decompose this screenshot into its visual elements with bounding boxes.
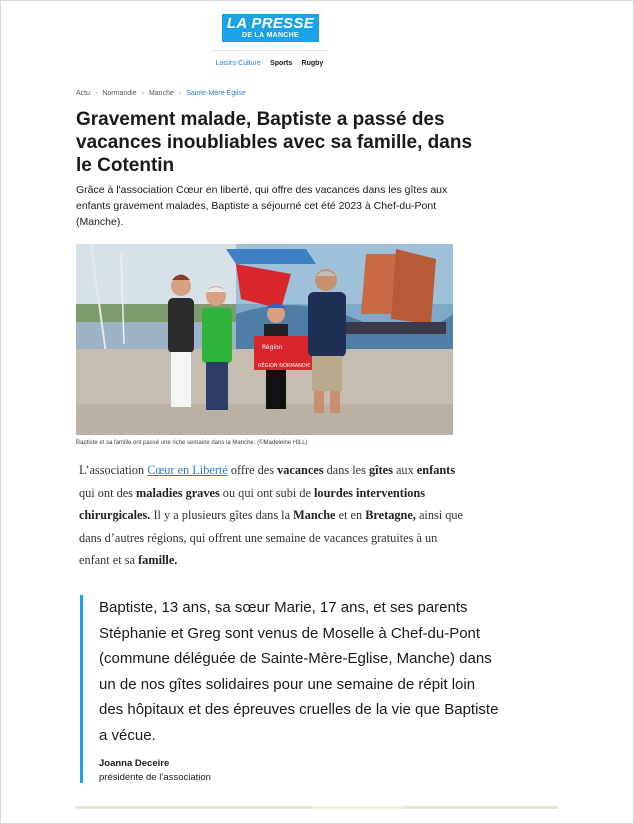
logo-line-1: LA PRESSE	[226, 15, 315, 32]
chevron-right-icon: ›	[141, 90, 144, 97]
photo-illustration	[76, 244, 453, 435]
body-bold: gîtes	[368, 463, 393, 477]
quote-author: Joanna Deceire	[99, 758, 170, 769]
article-quote	[80, 595, 500, 783]
body-text: ainsi que dans d’autres régions, qui offrent une semaine de vacances gratuites à un enfant et sa	[79, 508, 464, 567]
article-body-paragraph	[79, 459, 464, 572]
body-bold: Bretagne,	[365, 508, 416, 522]
section-divider-segment	[312, 806, 402, 809]
breadcrumb-item-sainte-mere-eglise[interactable]: Sainte-Mère-Église	[186, 90, 246, 97]
link-coeur-en-liberte[interactable]: Cœur en Liberté	[147, 463, 228, 477]
body-bold: famille.	[138, 553, 178, 567]
body-bold: vacances	[277, 463, 324, 477]
breadcrumb	[76, 90, 246, 97]
quote-text: Baptiste, 13 ans, sa sœur Marie, 17 ans, et ses parents Stéphanie et Greg sont venus de Moselle à Chef-du-Pont (commune déléguée de Sainte-Mère-Eglise, Manche) dans un de nos gîtes solidaires pour une semaine de répit loin des hôpitaux et des épreuves cruelles de la vie que Baptiste a vécue.	[99, 599, 499, 744]
chevron-right-icon: ›	[95, 90, 98, 97]
body-bold: Manche	[293, 508, 336, 522]
breadcrumb-item-normandie[interactable]: Normandie	[102, 90, 137, 97]
article-title: Gravement malade, Baptiste a passé des vacances inoubliables avec sa famille, dans le Cotentin	[76, 109, 473, 176]
quote-author-role: présidente de l’association	[99, 772, 211, 783]
flag-text-region: Région	[262, 344, 283, 351]
body-text: offre des	[227, 463, 278, 477]
nav-item-sports[interactable]: Sports	[270, 60, 293, 67]
article-lead: Grâce à l'association Cœur en liberté, qui offre des vacances dans les gîtes aux enfants gravement malades, Baptiste a séjourné cet été 2023 à Chef-du-Pont (Manche).	[76, 184, 448, 228]
body-text: ou qui ont subi de	[219, 485, 315, 500]
article-photo[interactable]	[76, 244, 453, 435]
chevron-right-icon: ›	[178, 90, 182, 97]
body-text: Il y a plusieurs gîtes dans la	[150, 508, 294, 522]
site-logo[interactable]	[222, 14, 319, 42]
section-divider	[75, 806, 558, 809]
body-bold: enfants	[416, 463, 456, 477]
breadcrumb-item-actu[interactable]: Actu	[76, 90, 91, 97]
body-text: dans les	[323, 463, 369, 477]
logo-line-2: DE LA MANCHE	[241, 32, 299, 39]
body-bold: maladies graves	[136, 485, 220, 500]
body-text: et en	[335, 508, 366, 522]
breadcrumb-item-manche[interactable]: Manche	[148, 90, 174, 97]
body-text: aux	[392, 463, 417, 477]
photo-caption: Baptiste et sa famille ont passé une riche semaine dans la Manche. (©Madeleine HILL)	[76, 440, 308, 446]
body-text: qui ont des	[79, 485, 137, 500]
nav-item-loisirs-culture[interactable]: Loisirs-Culture	[215, 60, 261, 67]
flag-text-region-normandie: RÉGION NORMANDIE	[258, 363, 311, 369]
top-nav	[211, 50, 328, 76]
nav-item-rugby[interactable]: Rugby	[301, 60, 324, 67]
body-bold: lourdes interventions chirurgicales.	[79, 485, 426, 522]
body-text: L’association	[79, 463, 148, 477]
